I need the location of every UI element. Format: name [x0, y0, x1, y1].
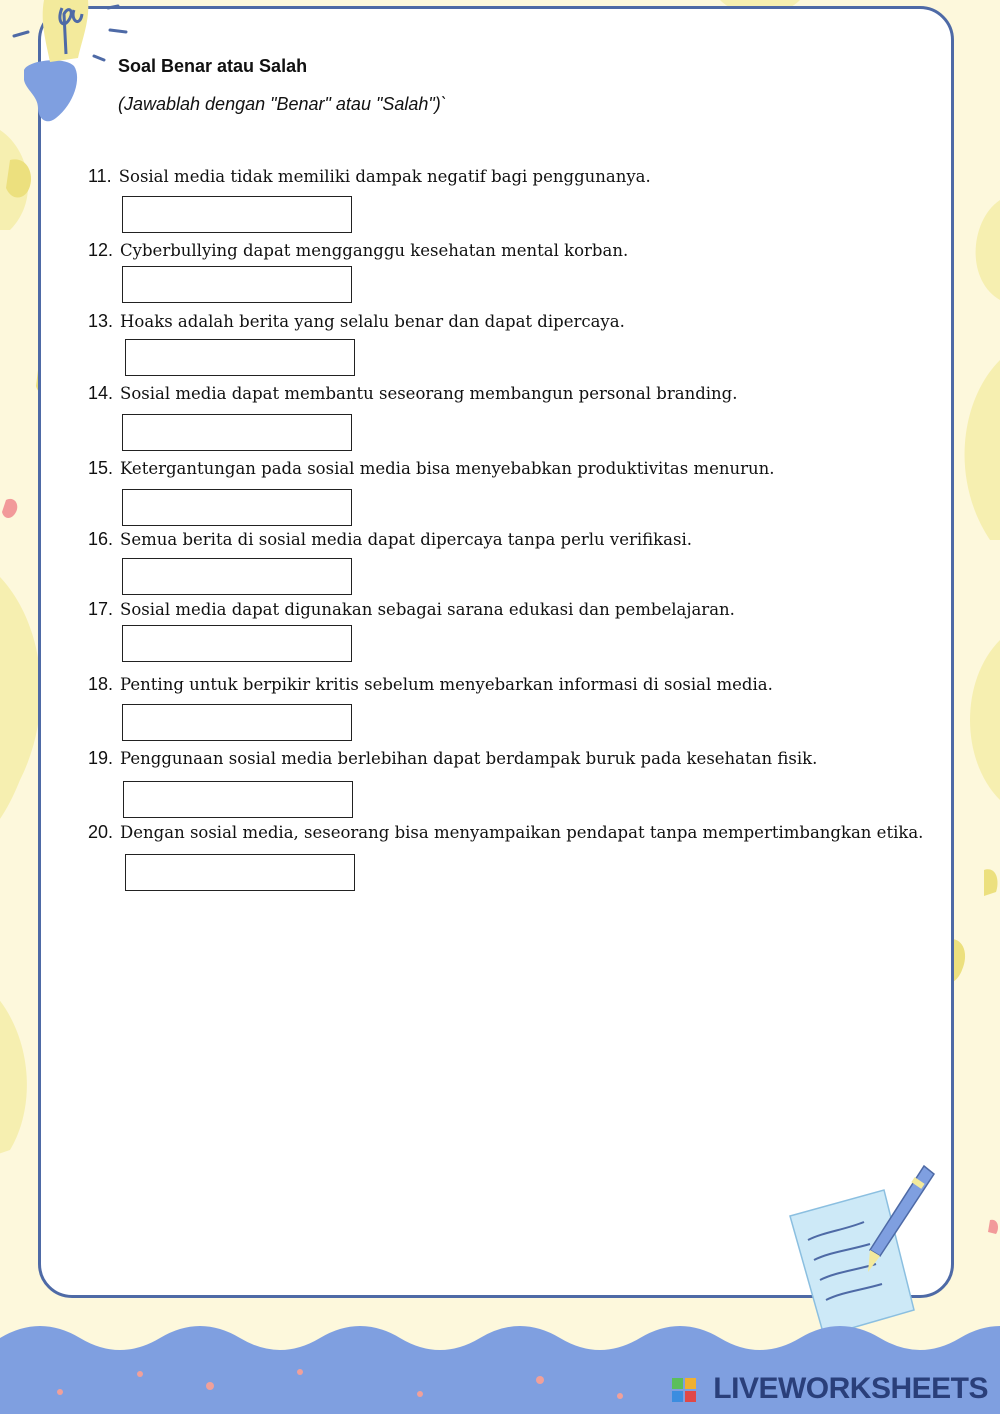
question-number: 17.: [88, 599, 114, 619]
question-17: [88, 599, 735, 620]
question-number: 20.: [88, 822, 114, 842]
worksheet-instruction: (Jawablah dengan "Benar" atau "Salah")`: [118, 94, 447, 114]
question-number: 18.: [88, 674, 114, 694]
question-number: 19.: [88, 748, 114, 768]
answer-input-11[interactable]: [122, 196, 352, 233]
question-text: Sosial media tidak memiliki dampak negatif bagi penggunanya.: [118, 167, 651, 186]
question-text: Semua berita di sosial media dapat dipercaya tanpa perlu verifikasi.: [120, 530, 692, 549]
answer-input-12[interactable]: [122, 266, 352, 303]
question-text: Sosial media dapat membantu seseorang membangun personal branding.: [120, 384, 738, 403]
question-12: [88, 240, 628, 261]
answer-input-17[interactable]: [122, 625, 352, 662]
liveworksheets-logo-icon: [672, 1378, 696, 1402]
answer-input-14[interactable]: [122, 414, 352, 451]
question-14: [88, 383, 737, 404]
question-11: [88, 166, 651, 187]
question-text: Ketergantungan pada sosial media bisa menyebabkan produktivitas menurun.: [120, 459, 775, 478]
question-text: Dengan sosial media, seseorang bisa menyampaikan pendapat tanpa mempertimbangkan etika.: [120, 823, 924, 842]
liveworksheets-brand: LIVEWORKSHEETS: [713, 1372, 988, 1405]
question-number: 13.: [88, 311, 114, 331]
question-18: [88, 674, 773, 695]
notepad-pen-icon: [784, 1160, 944, 1340]
question-number: 12.: [88, 240, 114, 260]
question-number: 14.: [88, 383, 114, 403]
answer-input-18[interactable]: [122, 704, 352, 741]
answer-input-15[interactable]: [122, 489, 352, 526]
question-text: Hoaks adalah berita yang selalu benar dan dapat dipercaya.: [120, 312, 625, 331]
question-13: [88, 311, 625, 332]
answer-input-16[interactable]: [122, 558, 352, 595]
question-number: 16.: [88, 529, 114, 549]
question-text: Penting untuk berpikir kritis sebelum menyebarkan informasi di sosial media.: [120, 675, 773, 694]
worksheet-title: Soal Benar atau Salah: [118, 56, 308, 76]
answer-input-20[interactable]: [125, 854, 355, 891]
answer-input-19[interactable]: [123, 781, 353, 818]
question-text: Sosial media dapat digunakan sebagai sarana edukasi dan pembelajaran.: [120, 600, 735, 619]
question-20: [88, 822, 923, 843]
question-19: [88, 748, 817, 769]
question-16: [88, 529, 692, 550]
question-text: Cyberbullying dapat mengganggu kesehatan mental korban.: [120, 241, 629, 260]
question-15: [88, 458, 775, 479]
question-text: Penggunaan sosial media berlebihan dapat berdampak buruk pada kesehatan fisik.: [120, 749, 818, 768]
answer-input-13[interactable]: [125, 339, 355, 376]
question-number: 11.: [88, 166, 112, 186]
question-number: 15.: [88, 458, 114, 478]
